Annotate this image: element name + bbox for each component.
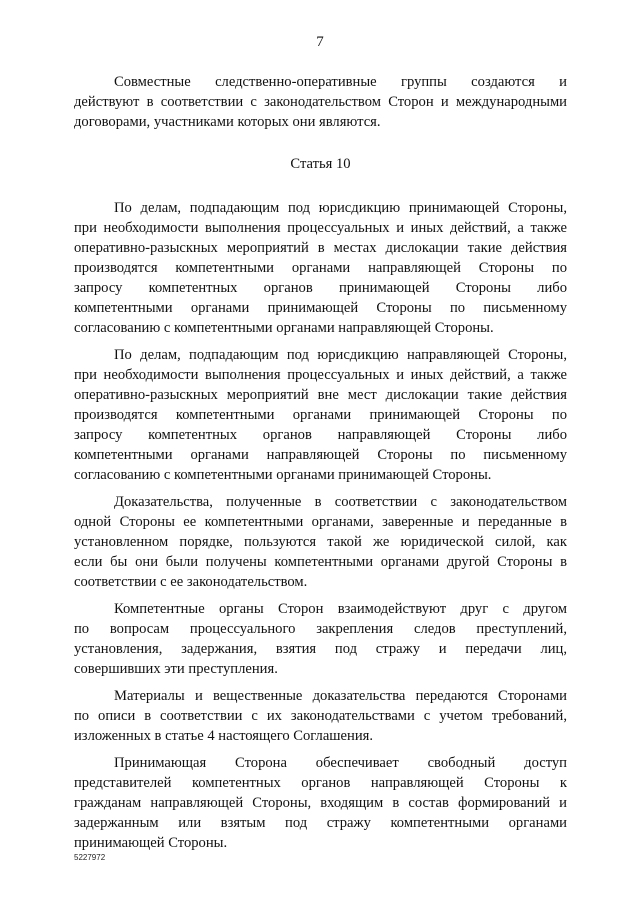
text-line: установленном порядке, пользуются такой же юридической силой, как (74, 534, 567, 550)
text-line: при необходимости выполнения процессуальных и иных действий, а также (74, 367, 567, 383)
text-line: если бы они были получены компетентными органами другой Стороны в (74, 554, 567, 570)
text-line: совершивших эти преступления. (74, 661, 278, 677)
text-line: Доказательства, полученные в соответствии с законодательством (114, 494, 567, 510)
article-paragraph-5 (74, 686, 567, 746)
text-line: запросу компетентных органов направляющей Стороны либо (74, 427, 567, 443)
article-paragraph-6 (74, 753, 567, 853)
intro-paragraph (74, 72, 567, 132)
page-number: 7 (316, 34, 324, 50)
text-line: компетентными органами направляющей Стороны по письменному (74, 447, 567, 463)
text-line: по описи в соответствии с их законодательствами с учетом требований, (74, 708, 567, 724)
text-line: принимающей Стороны. (74, 835, 228, 851)
text-line: По делам, подпадающим под юрисдикцию принимающей Стороны, (114, 200, 567, 216)
text-line: согласованию с компетентными органами принимающей Стороны. (74, 467, 492, 483)
article-paragraph-2 (74, 345, 567, 485)
text-line: Совместные следственно-оперативные группы создаются и (114, 74, 567, 90)
text-line: согласованию с компетентными органами направляющей Стороны. (74, 320, 494, 336)
text-line: по вопросам процессуального закрепления следов преступлений, (74, 621, 567, 637)
text-line: одной Стороны ее компетентными органами, заверенные и переданные в (74, 514, 567, 530)
text-line: гражданам направляющей Стороны, входящим в состав формирований и (74, 795, 567, 811)
text-line: запросу компетентных органов принимающей Стороны либо (74, 280, 567, 296)
text-line: задержанным или взятым под стражу компетентными органами (74, 815, 567, 831)
text-line: договорами, участниками которых они являются. (74, 114, 381, 130)
text-line: Материалы и вещественные доказательства передаются Сторонами (114, 688, 567, 704)
text-line: оперативно-разыскных мероприятий вне мест дислокации такие действия (74, 387, 567, 403)
text-line: производятся компетентными органами принимающей Стороны по (74, 407, 567, 423)
text-line: изложенных в статье 4 настоящего Соглашения. (74, 728, 373, 744)
article-title: Статья 10 (290, 156, 351, 172)
text-line: действуют в соответствии с законодательством Сторон и международными (74, 94, 567, 110)
article-paragraph-1 (74, 198, 567, 338)
article-paragraph-3 (74, 492, 567, 592)
text-line: при необходимости выполнения процессуальных и иных действий, а также (74, 220, 567, 236)
article-paragraph-4 (74, 599, 567, 679)
document-body (74, 72, 567, 853)
text-line: По делам, подпадающим под юрисдикцию направляющей Стороны, (114, 347, 567, 363)
text-line: соответствии с ее законодательством. (74, 574, 308, 590)
text-line: оперативно-разыскных мероприятий в местах дислокации такие действия (74, 240, 567, 256)
text-line: Компетентные органы Сторон взаимодействуют друг с другом (114, 601, 567, 617)
text-line: компетентными органами принимающей Стороны по письменному (74, 300, 567, 316)
text-line: производятся компетентными органами направляющей Стороны по (74, 260, 567, 276)
text-line: установления, задержания, взятия под стражу и передачи лиц, (74, 641, 567, 657)
text-line: представителей компетентных органов направляющей Стороны к (74, 775, 567, 791)
text-line: Принимающая Сторона обеспечивает свободный доступ (114, 755, 567, 771)
document-code: 5227972 (74, 853, 106, 862)
